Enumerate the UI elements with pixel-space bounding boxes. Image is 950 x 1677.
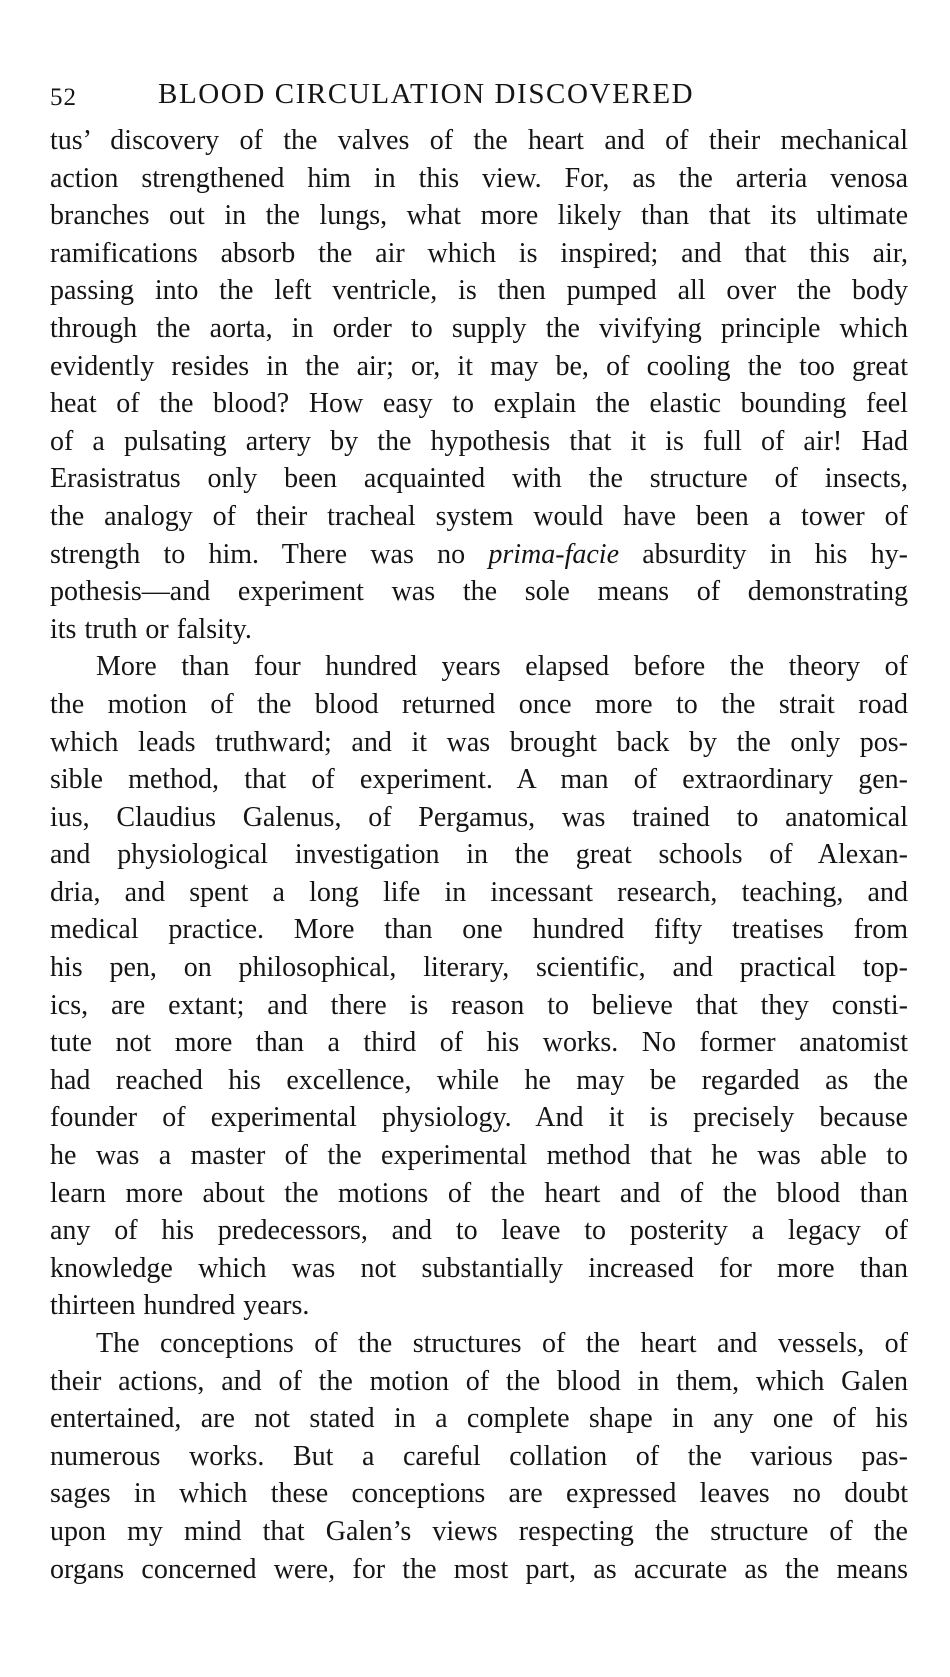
text-line: founder of experimental physiology. And it is precisely because [50,1102,908,1134]
text-line: numerous works. But a careful collation of the various pas- [50,1440,908,1472]
paragraph-3 [50,1325,908,1588]
paragraph-2 [50,648,908,1325]
text-line: upon my mind that Galen’s views respecting the structure of the [50,1515,908,1547]
text-line: and physiological investigation in the great schools of Alexan- [50,839,908,871]
text-line: tute not more than a third of his works. No former anatomist [50,1027,908,1059]
paragraph-1 [50,122,908,648]
text-line: Erasistratus only been acquainted with the structure of insects, [50,463,908,495]
text-line: entertained, are not stated in a complete shape in any one of his [50,1403,908,1435]
page-number: 52 [50,84,77,111]
text-line: his pen, on philosophical, literary, scientific, and practical top- [50,952,908,984]
text-line: passing into the left ventricle, is then pumped all over the body [50,275,908,307]
text-line: thirteen hundred years. [50,1290,310,1322]
body-text [50,122,908,1588]
text-line: ramifications absorb the air which is inspired; and that this air, [50,237,908,269]
text-line: sages in which these conceptions are expressed leaves no doubt [50,1478,908,1510]
book-page [50,70,908,1588]
text-line: pothesis—and experiment was the sole means of demonstrating [50,576,908,608]
text-line: he was a master of the experimental method that he was able to [50,1140,908,1172]
text-line: any of his predecessors, and to leave to posterity a legacy of [50,1215,908,1247]
text-line: action strengthened him in this view. For, as the arteria venosa [50,162,908,194]
text-line: The conceptions of the structures of the heart and vessels, of [96,1328,908,1359]
text-line: dria, and spent a long life in incessant research, teaching, and [50,876,908,908]
text-line: its truth or falsity. [50,613,252,645]
text-line: evidently resides in the air; or, it may be, of cooling the too great [50,350,908,382]
italic-term: prima-facie [488,538,619,570]
text-line: which leads truthward; and it was brought back by the only pos- [50,726,908,758]
text-line: had reached his excellence, while he may be regarded as the [50,1064,908,1096]
text-line: of a pulsating artery by the hypothesis that it is full of air! Had [50,425,908,457]
text-line: the motion of the blood returned once more to the strait road [50,688,908,720]
text-line: ius, Claudius Galenus, of Pergamus, was trained to anatomical [50,801,908,833]
text-line: organs concerned were, for the most part, as accurate as the means [50,1553,908,1585]
text-line: through the aorta, in order to supply the vivifying principle which [50,312,908,344]
page-header [50,70,908,122]
text-line: medical practice. More than one hundred fifty treatises from [50,914,908,946]
text-line: heat of the blood? How easy to explain the elastic bounding feel [50,388,908,420]
text-line: learn more about the motions of the heart and of the blood than [50,1177,908,1209]
text-line: branches out in the lungs, what more likely than that its ultimate [50,200,908,232]
text-segment: strength to him. There was no [50,538,489,570]
text-line: the analogy of their tracheal system would have been a tower of [50,500,908,532]
text-line: sible method, that of experiment. A man of extraordinary gen- [50,764,908,796]
text-line: their actions, and of the motion of the blood in them, which Galen [50,1365,908,1397]
text-line: knowledge which was not substantially increased for more than [50,1252,908,1284]
text-line: tus’ discovery of the valves of the heart and of their mechanical [50,125,908,156]
text-line: More than four hundred years elapsed before the theory of [96,651,908,683]
text-line-with-italic [50,536,908,574]
text-segment: absurdity in his hy- [619,538,908,570]
text-line: ics, are extant; and there is reason to believe that they consti- [50,989,908,1021]
running-title: BLOOD CIRCULATION DISCOVERED [158,78,695,110]
